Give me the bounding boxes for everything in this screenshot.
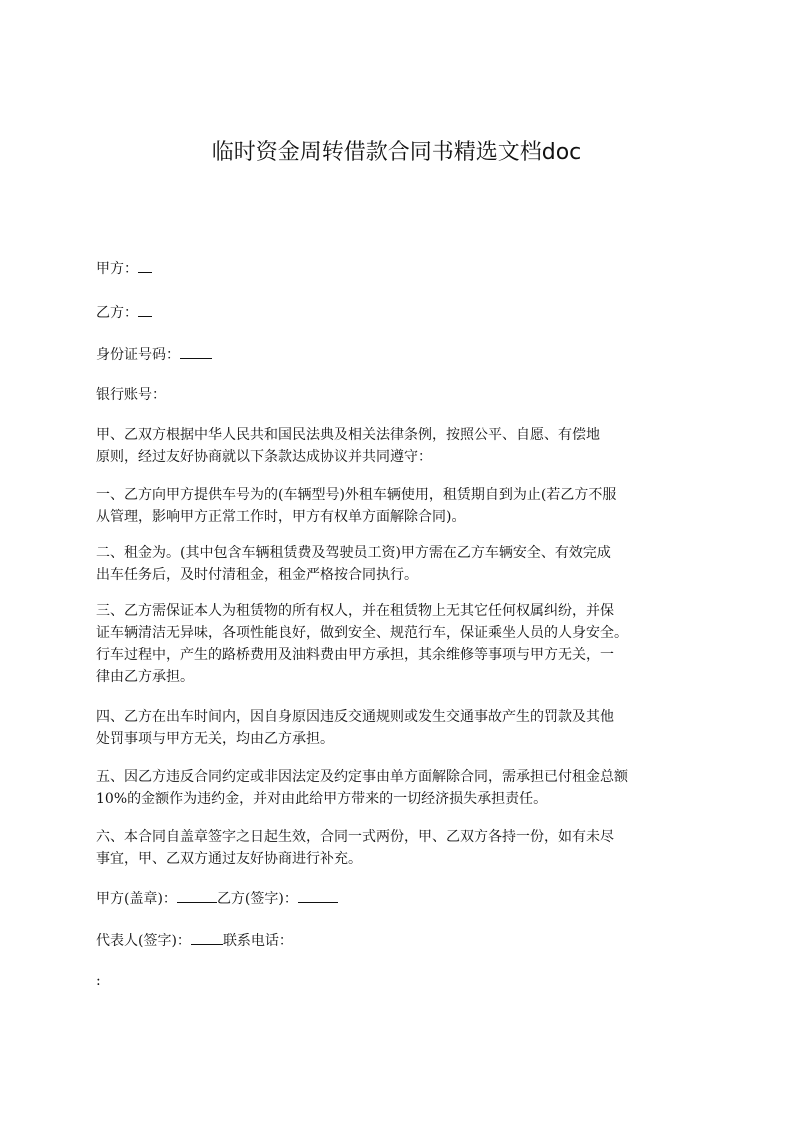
clause-2-paragraph [96,542,611,586]
party-a-seal-blank [177,888,217,903]
party-b-field [96,302,152,324]
bank-account-field [96,384,166,406]
id-number-blank [180,344,212,359]
paragraph-line: 一、乙方向甲方提供车号为的(车辆型号)外租车辆使用，租赁期自到为止(若乙方不服 [96,487,617,503]
intro-paragraph [96,424,600,468]
paragraph-line: 从管理，影响甲方正常工作时，甲方有权单方面解除合同)。 [96,509,466,525]
party-b-sign-blank [298,888,338,903]
paragraph-line: 五、因乙方违反合同约定或非因法定及约定事由单方面解除合同，需承担已付租金总额 [96,769,628,785]
paragraph-line: 处罚事项与甲方无关，均由乙方承担。 [96,731,334,747]
paragraph-line: 甲、乙双方根据中华人民共和国民法典及相关法律条例，按照公平、自愿、有偿地 [96,427,600,443]
paragraph-line: 出车任务后，及时付清租金，租金严格按合同执行。 [96,567,418,583]
paragraph-line: 六、本合同自盖章签字之日起生效，合同一式两份，甲、乙双方各持一份，如有未尽 [96,829,614,845]
clause-5-paragraph [96,766,628,810]
party-a-blank [138,258,152,273]
party-a-seal-label: 甲方(盖章)： [96,891,177,907]
trailing-mark: : [96,973,101,989]
paragraph-line: 四、乙方在出车时间内，因自身原因违反交通规则或发生交通事故产生的罚款及其他 [96,709,614,725]
paragraph-line: 三、乙方需保证本人为租赁物的所有权人，并在租赁物上无其它任何权属纠纷，并保 [96,603,614,619]
signature-line-representative [96,930,293,952]
paragraph-line: 律由乙方承担。 [96,669,194,685]
party-a-field [96,258,152,280]
paragraph-line: 事宜，甲、乙双方通过友好协商进行补充。 [96,851,362,867]
bank-account-label: 银行账号： [96,387,166,403]
document-title: 临时资金周转借款合同书精选文档doc [211,140,582,165]
signature-line-parties [96,888,338,910]
rep-sign-blank [191,930,223,945]
phone-label: 联系电话： [222,933,293,949]
paragraph-line: 原则，经过友好协商就以下条款达成协议并共同遵守： [96,449,432,465]
clause-4-paragraph [96,706,614,750]
id-number-field [96,344,212,366]
clause-3-paragraph [96,600,628,688]
party-a-label: 甲方： [96,261,138,277]
party-b-sign-label: 乙方(签字)： [216,891,298,907]
clause-1-paragraph [96,484,616,528]
paragraph-line: 二、租金为。(其中包含车辆租赁费及驾驶员工资)甲方需在乙方车辆安全、有效完成 [96,545,611,561]
party-b-blank [138,302,152,317]
paragraph-line: 行车过程中，产生的路桥费用及油料费由甲方承担，其余维修等事项与甲方无关，一 [96,647,614,663]
clause-6-paragraph [96,826,614,870]
paragraph-line: 证车辆清洁无异味，各项性能良好，做到安全、规范行车，保证乘坐人员的人身安全。 [96,625,628,641]
rep-sign-label: 代表人(签字)： [96,933,191,949]
id-number-label: 身份证号码： [96,347,180,363]
paragraph-line: 10%的金额作为违约金，并对由此给甲方带来的一切经济损失承担责任。 [96,791,548,807]
party-b-label: 乙方： [96,305,138,321]
